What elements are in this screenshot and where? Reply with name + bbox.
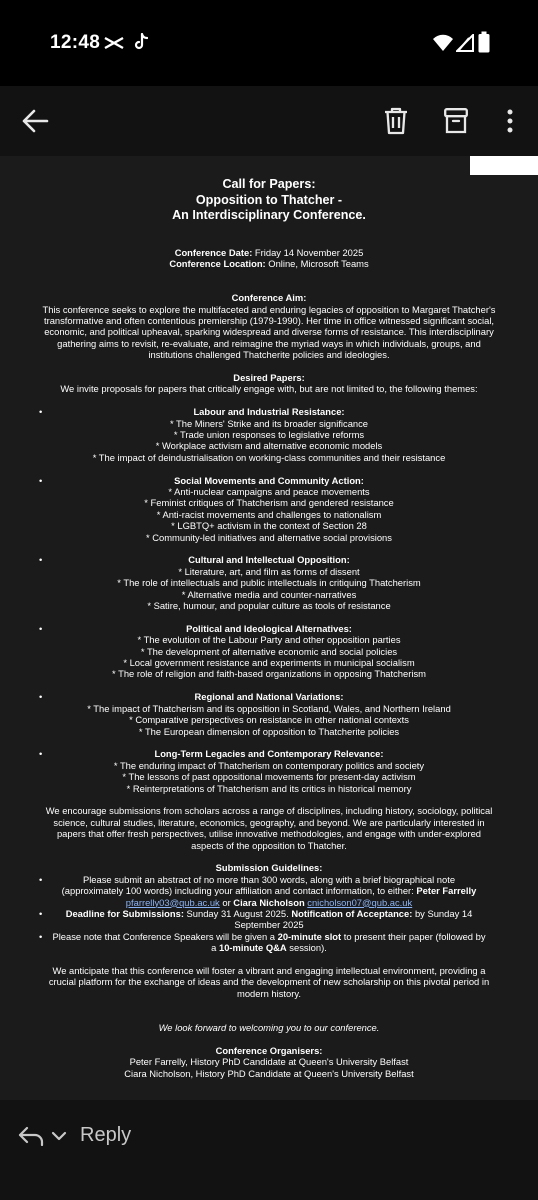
conference-date: Conference Date: Friday 14 November 2025 [174, 246, 364, 258]
text-line: institutions challenged Thatcherite policies and ideologies. [148, 349, 390, 361]
theme-item: * Reinterpretations of Thatcherism and its critics in historical memory [126, 782, 412, 794]
theme-item: * Community-led initiatives and alternative social provisions [146, 531, 392, 543]
themes-list [22, 406, 516, 805]
theme-block [22, 406, 516, 463]
theme-item: * The impact of Thatcherism and its opposition in Scotland, Wales, and Northern Ireland [87, 702, 451, 714]
guideline-item-2: • Deadline for Submissions: Sunday 31 August 2025. Notification of Acceptance: by Sunday 14 September 2025 [39, 907, 473, 931]
organiser-1: Peter Farrelly, History PhD Candidate at Queen's University Belfast [129, 1056, 409, 1068]
text-line: aspects of the opposition to Thatcher. [191, 839, 347, 851]
text-line: crucial platform for the exchange of ideas and the development of new scholarship on this pivotal period in [48, 976, 490, 988]
reply-icon[interactable] [18, 1126, 44, 1146]
anticipate-paragraph [22, 965, 516, 999]
theme-item: * The impact of deindustrialisation on working-class communities and their resistance [92, 451, 446, 463]
bullet: • [39, 406, 43, 418]
desired-heading: Desired Papers: [233, 371, 305, 383]
tiktok-icon [134, 33, 148, 51]
conference-location: Conference Location: Online, Microsoft Teams [169, 257, 369, 269]
more-vertical-icon [506, 109, 514, 133]
organisers-heading: Conference Organisers: [215, 1044, 323, 1056]
status-bar [0, 0, 538, 86]
theme-title: Regional and National Variations: [194, 691, 344, 703]
theme-item: * Trade union responses to legislative reforms [173, 429, 365, 440]
more-options-button[interactable] [491, 102, 529, 140]
theme-item: * The development of alternative economic and social policies [140, 645, 398, 657]
organiser-2: Ciara Nicholson, History PhD Candidate at Queen's University Belfast [124, 1067, 414, 1079]
theme-item: * Alternative media and counter-narratives [181, 588, 357, 600]
trash-icon [384, 107, 408, 135]
email-content [22, 177, 516, 1079]
arrow-left-icon [21, 109, 49, 133]
closing-line: We look forward to welcoming you to our conference. [158, 1021, 380, 1033]
theme-block [22, 475, 516, 543]
reply-bar [0, 1100, 538, 1200]
text-line: modern history. [237, 987, 301, 999]
theme-block [22, 554, 516, 611]
theme-item: * Comparative perspectives on resistance in other national contexts [129, 714, 409, 726]
theme-item: * Literature, art, and film as forms of dissent [178, 565, 360, 577]
signal-icon [456, 34, 474, 52]
theme-item: * The role of intellectuals and public intellectuals in critiquing Thatcherism [117, 577, 421, 589]
text-line: transformative and often contentious premiership (1979-1990). Her time in office witnessed significant social, [43, 314, 495, 326]
theme-item: * Feminist critiques of Thatcherism and gendered resistance [144, 497, 394, 509]
back-button[interactable] [16, 102, 54, 140]
text-line: economic, and political upheaval, sparking widespread and diverse forms of resistance. This interdisciplinary [44, 326, 494, 338]
guideline-item-3: • Please note that Conference Speakers will be given a 20-minute slot to present their paper (followed by a 10-minute Q&A session). [39, 930, 486, 954]
theme-title: Long-Term Legacies and Contemporary Relevance: [154, 748, 384, 760]
guidelines-heading: Submission Guidelines: [215, 862, 323, 874]
bullet: • [39, 691, 43, 703]
theme-item: * The lessons of past oppositional movements for present-day activism [122, 771, 416, 783]
reply-button[interactable]: Reply [80, 1124, 132, 1146]
text-line: science, cultural studies, literature, economics, geography, and beyond. We are particularly interested in [53, 816, 485, 828]
text-line: We encourage submissions from scholars across a range of disciplines, including history, sociology, political [45, 805, 493, 817]
text-line: We anticipate that this conference will foster a vibrant and engaging intellectual environment, providing a [52, 964, 486, 976]
theme-block [22, 623, 516, 680]
theme-item: * Satire, humour, and popular culture as tools of resistance [147, 600, 391, 612]
theme-title: Social Movements and Community Action: [174, 474, 364, 486]
email-link-farrelly[interactable]: pfarrelly03@qub.ac.uk [125, 896, 220, 908]
theme-item: * The European dimension of opposition to Thatcherite policies [138, 725, 400, 737]
battery-icon [478, 31, 490, 53]
capcut-icon [103, 35, 125, 51]
theme-title: Labour and Industrial Resistance: [193, 406, 345, 418]
status-time: 12:48 [50, 32, 101, 53]
theme-item: * Anti-nuclear campaigns and peace movements [168, 486, 370, 498]
theme-block [22, 748, 516, 794]
bullet: • [39, 474, 43, 486]
email-body[interactable] [0, 156, 538, 1100]
theme-title: Cultural and Intellectual Opposition: [188, 554, 350, 566]
theme-block [22, 691, 516, 737]
app-bar [0, 86, 538, 156]
archive-icon [444, 108, 468, 134]
theme-item: * LGBTQ+ activism in the context of Section 28 [171, 520, 367, 532]
theme-item: * Local government resistance and experiments in municipal socialism [123, 657, 415, 669]
theme-item: * The enduring impact of Thatcherism on contemporary politics and society [113, 759, 425, 771]
encourage-paragraph [22, 805, 516, 851]
theme-item: * Workplace activism and alternative economic models [155, 440, 383, 452]
email-link-nicholson[interactable]: cnicholson07@qub.ac.uk [307, 896, 413, 908]
aim-heading: Conference Aim: [231, 292, 307, 304]
desired-intro: We invite proposals for papers that critically engage with, but are not limited to, the following themes: [60, 383, 478, 395]
theme-title: Political and Ideological Alternatives: [186, 622, 352, 634]
guideline-item-1: • Please submit an abstract of no more than 300 words, along with a brief biographical note (approximately 100 words) including your affiliation and contact information, to either: Peter Farrelly pfarrelly03@qub.ac.uk or Ciara Nicholson cnicholson07@qub.ac.uk [39, 873, 477, 908]
email-title: Call for Papers: Opposition to Thatcher - An Interdisciplinary Conference. [172, 177, 366, 223]
bullet: • [39, 622, 43, 634]
bullet: • [39, 554, 43, 566]
chevron-down-icon[interactable] [51, 1131, 67, 1141]
wifi-icon [432, 34, 454, 52]
text-line: papers that offer fresh perspectives, utilise innovative methodologies, and engage with under-explored [56, 828, 482, 840]
delete-button[interactable] [377, 102, 415, 140]
theme-item: * Anti-racist movements and challenges to nationalism [156, 508, 382, 520]
theme-item: * The Miners' Strike and its broader significance [169, 417, 369, 429]
theme-item: * The role of religion and faith-based organizations in opposing Thatcherism [112, 668, 426, 680]
text-line: This conference seeks to explore the multifaceted and enduring legacies of opposition to Margaret Thatcher's [42, 303, 496, 315]
theme-item: * The evolution of the Labour Party and other opposition parties [137, 634, 401, 646]
document-page-edge [470, 156, 538, 175]
bullet: • [39, 748, 43, 760]
archive-button[interactable] [437, 102, 475, 140]
text-line: gathering aims to revisit, re-evaluate, and reimagine the myriad ways in which individuals, groups, and [57, 337, 481, 349]
aim-paragraph [22, 304, 516, 361]
